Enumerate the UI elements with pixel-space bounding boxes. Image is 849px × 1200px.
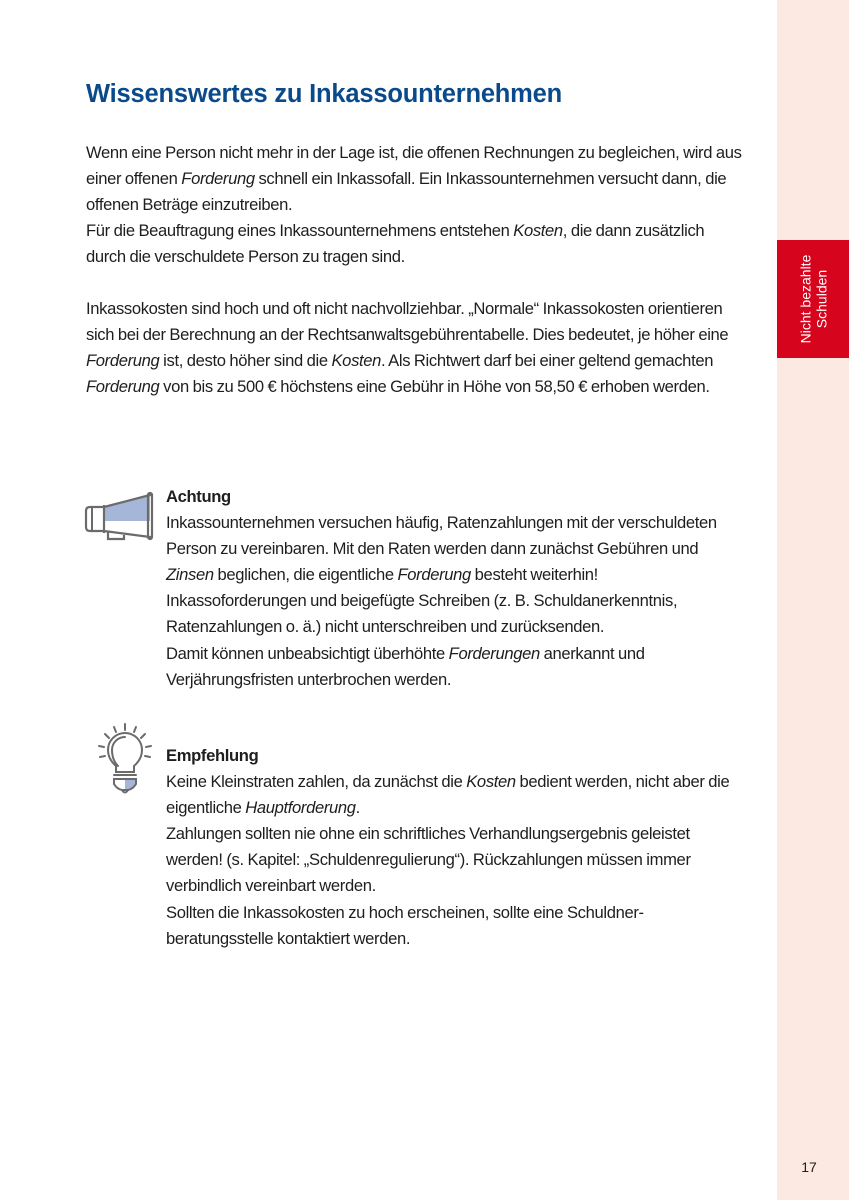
intro-paragraph bbox=[86, 140, 746, 270]
chapter-tab[interactable] bbox=[777, 240, 849, 358]
empfehlung-text-1: Keine Kleinstraten zahlen, da zunächst die Kosten bedient werden, nicht aber die eigentliche Hauptforderung. bbox=[166, 772, 730, 818]
achtung-box bbox=[166, 484, 746, 693]
megaphone-icon bbox=[84, 491, 154, 541]
lightbulb-icon bbox=[96, 722, 154, 796]
chapter-sidebar bbox=[777, 0, 849, 1200]
empfehlung-text-3: Sollten die Inkassokosten zu hoch erscheinen, sollte eine Schuldner-beratungsstelle kontaktiert werden. bbox=[166, 902, 644, 948]
page-title: Wissenswertes zu Inkassounternehmen bbox=[86, 80, 563, 108]
intro-text-2: Für die Beauftragung eines Inkassounternehmens entstehen Kosten, die dann zusätzlich durch die verschuldete Person zu tragen sind. bbox=[86, 221, 705, 267]
empfehlung-heading: Empfehlung bbox=[166, 746, 259, 765]
costs-text: Inkassokosten sind hoch und oft nicht nachvollziehbar. „Normale“ Inkassokosten orientieren sich bei der Berechnung an der Rechtsanwaltsgebührentabelle. Dies bedeutet, je höher eine Forderung ist, desto höher sind die Kosten. Als Richtwert darf bei einer geltend gemachten Forderung von bis zu 500 € höchstens eine Gebühr in Höhe von 58,50 € erhoben werden. bbox=[86, 299, 729, 397]
empfehlung-box bbox=[166, 743, 746, 952]
achtung-heading: Achtung bbox=[166, 487, 231, 506]
empfehlung-text-2: Zahlungen sollten nie ohne ein schriftliches Verhandlungsergebnis geleistet werden! (s. Kapitel: „Schuldenregulierung“). Rückzahlungen müssen immer verbindlich vereinbart werden. bbox=[166, 824, 691, 896]
chapter-tab-label: Nicht bezahlte Schulden bbox=[797, 254, 829, 344]
achtung-text-3: Damit können unbeabsichtigt überhöhte Forderungen anerkannt und Verjährungsfristen unterbrochen werden. bbox=[166, 643, 645, 689]
achtung-text-2: Inkassoforderungen und beigefügte Schreiben (z. B. Schuldanerkenntnis, Ratenzahlungen o. ä.) nicht unterschreiben und zurücksenden. bbox=[166, 591, 678, 637]
costs-paragraph bbox=[86, 296, 746, 400]
page-number: 17 bbox=[801, 1159, 817, 1175]
achtung-text-1: Inkassounternehmen versuchen häufig, Ratenzahlungen mit der verschuldeten Person zu vereinbaren. Mit den Raten werden dann zunächst Gebühren und Zinsen beglichen, die eigentliche Forderung besteht weiterhin! bbox=[166, 513, 717, 585]
intro-text-1: Wenn eine Person nicht mehr in der Lage ist, die offenen Rechnungen zu begleichen, wird aus einer offenen Forderung schnell ein Inkassofall. Ein Inkassounternehmen versucht dann, die offenen Beträge einzutreiben. bbox=[86, 143, 742, 215]
